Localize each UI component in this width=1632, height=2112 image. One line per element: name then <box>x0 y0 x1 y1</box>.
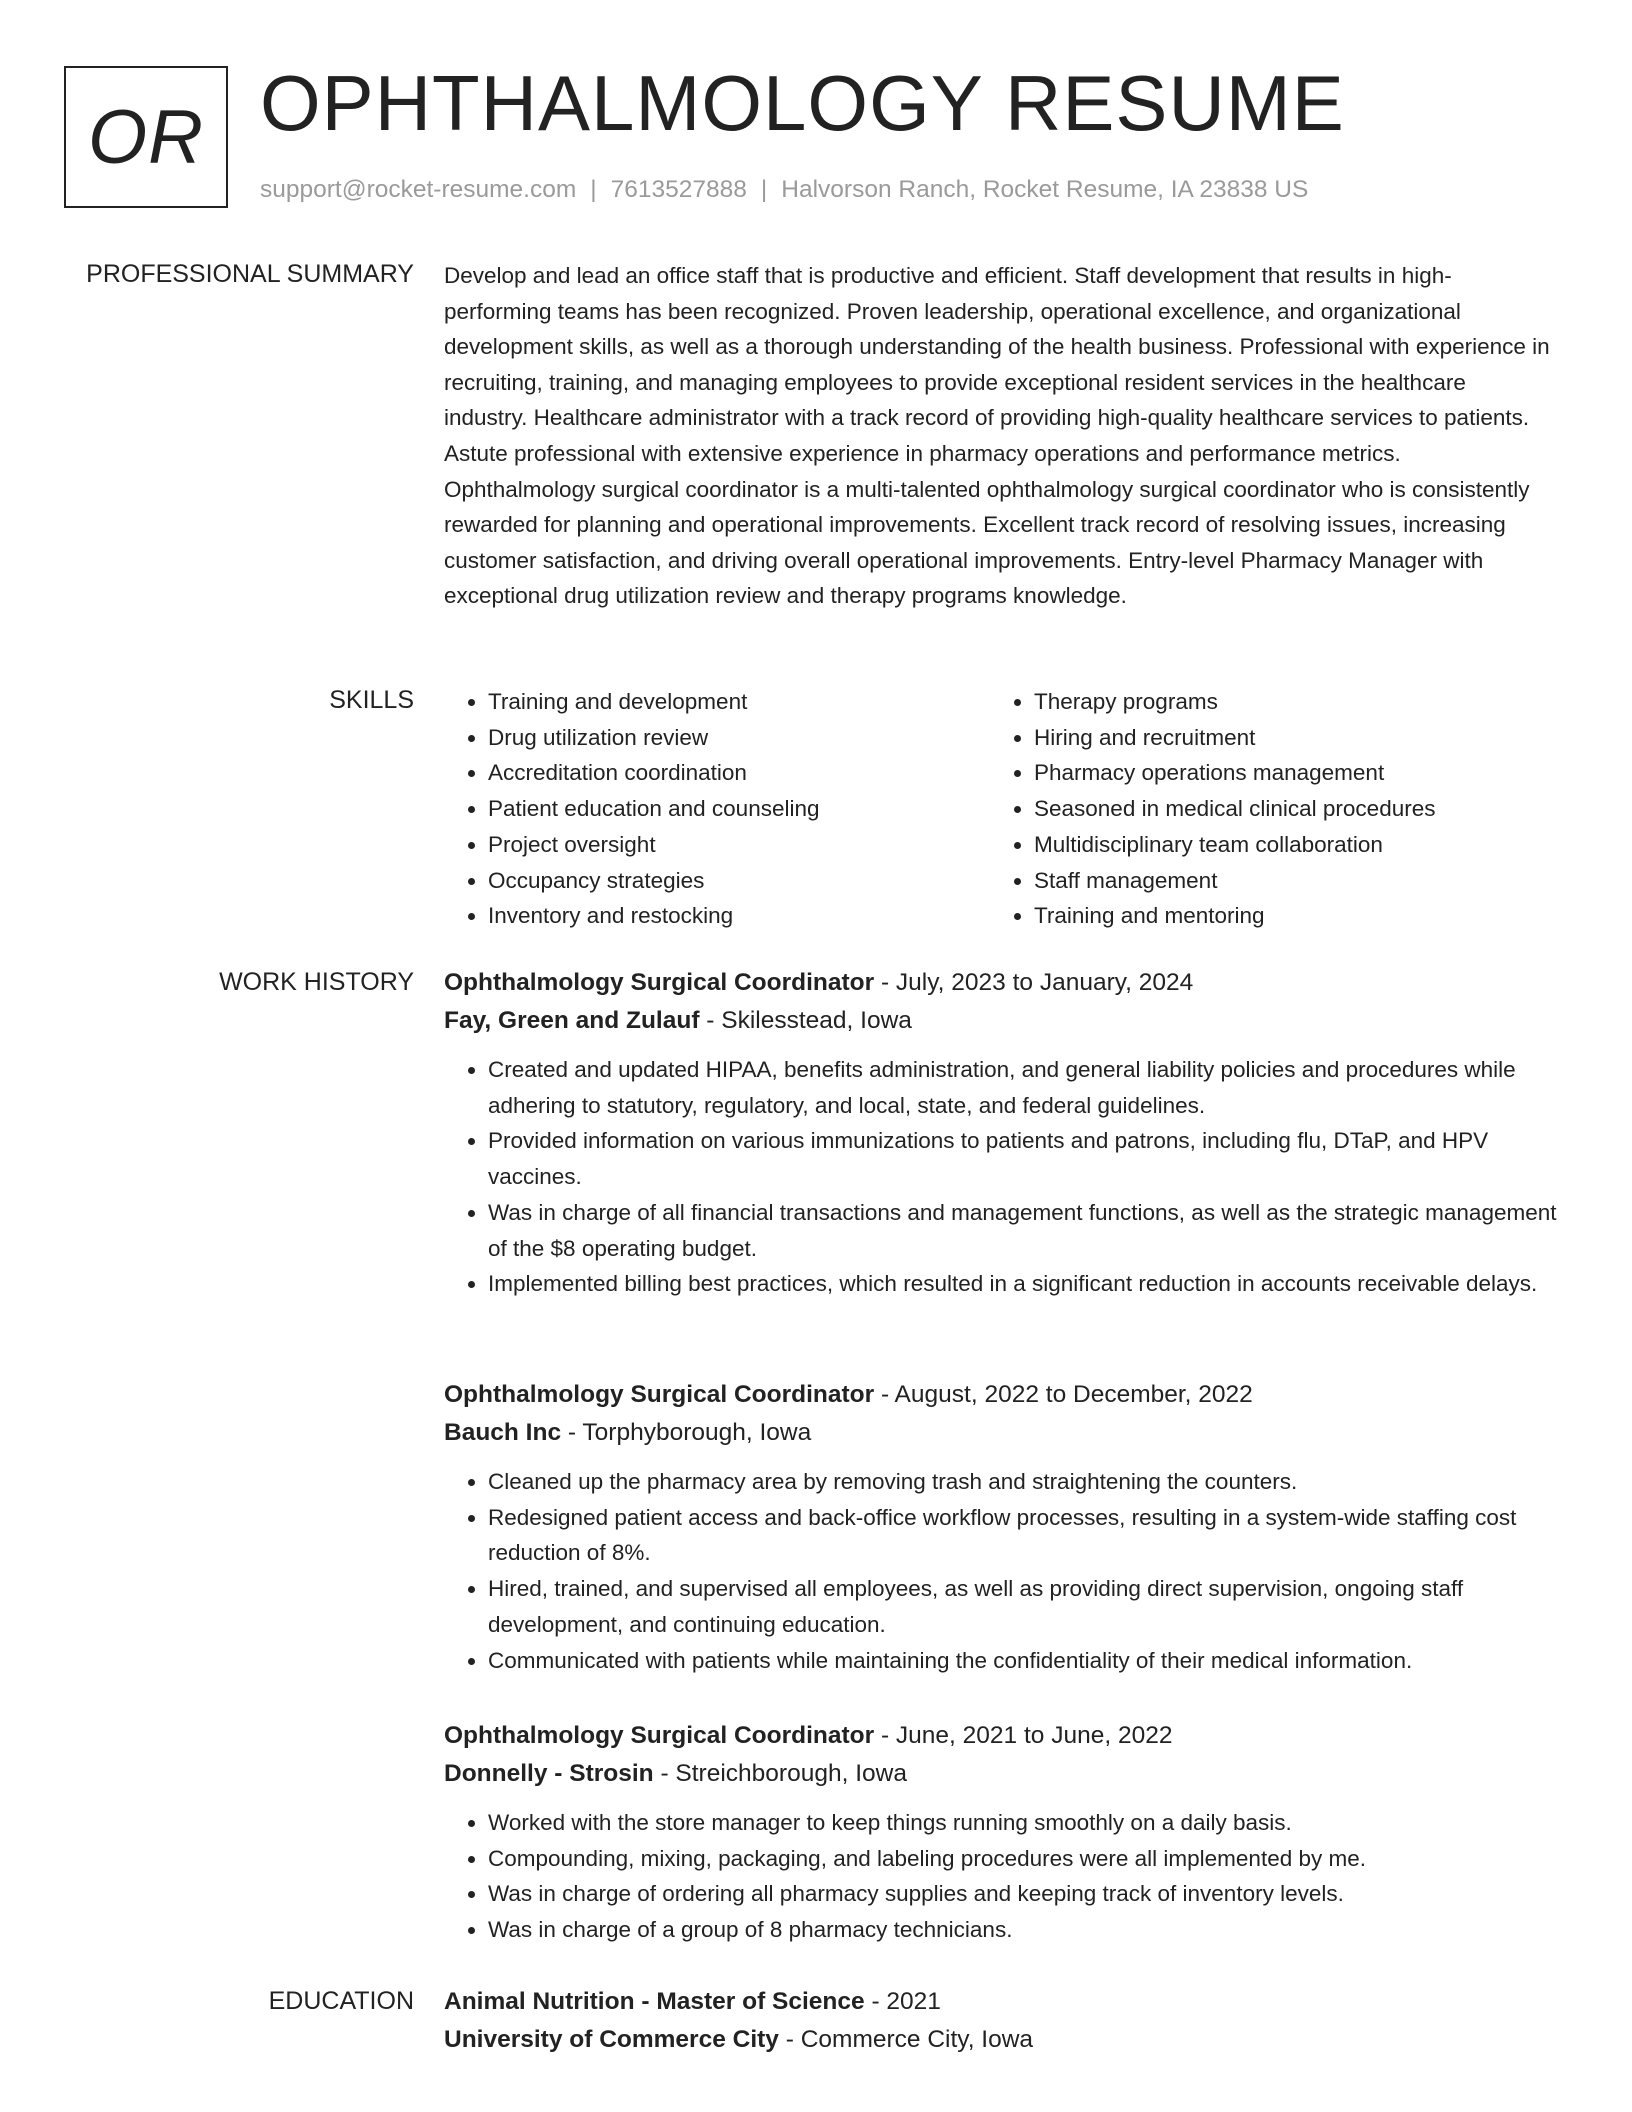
job-bullet: • Worked with the store manager to keep things running smoothly on a daily basis. <box>488 1805 1558 1841</box>
skill-item: • Pharmacy operations management <box>1034 755 1534 791</box>
skill-item: • Project oversight <box>488 827 990 863</box>
job-bullets <box>444 1805 1558 1948</box>
school-location: - Commerce City, Iowa <box>778 2026 1034 2053</box>
school-line <box>444 2021 1564 2059</box>
skill-item: • Drug utilization review <box>488 720 990 756</box>
contact-separator: | <box>760 176 768 203</box>
skills-grid <box>444 684 1564 934</box>
job-entry-3 <box>0 1717 1632 1948</box>
job-bullets <box>444 1052 1558 1302</box>
section-label-summary: PROFESSIONAL SUMMARY <box>86 260 414 288</box>
section-label-education: EDUCATION <box>268 1987 414 2015</box>
skill-item: • Multidisciplinary team collaboration <box>1034 827 1534 863</box>
skill-item: • Training and development <box>488 684 990 720</box>
contact-address: Halvorson Ranch, Rocket Resume, IA 23838 US <box>781 176 1309 203</box>
job-location: - Torphyborough, Iowa <box>561 1419 812 1446</box>
job-title: Ophthalmology Surgical Coordinator <box>444 1381 875 1408</box>
contact-email[interactable]: support@rocket-resume.com <box>260 176 577 203</box>
monogram-initials: OR <box>88 94 204 180</box>
contact-separator: | <box>590 176 597 203</box>
job-entry-1 <box>0 964 1632 1302</box>
job-company-line <box>444 1414 1564 1452</box>
job-title-line <box>444 964 1564 1002</box>
skill-item: • Inventory and restocking <box>488 898 990 934</box>
job-bullet: • Provided information on various immunizations to patients and patrons, including flu, DTaP, and HPV vaccines. <box>488 1123 1558 1194</box>
job-bullet: • Cleaned up the pharmacy area by removing trash and straightening the counters. <box>488 1464 1558 1500</box>
job-title: Ophthalmology Surgical Coordinator <box>444 1722 875 1749</box>
job-bullet: • Was in charge of ordering all pharmacy supplies and keeping track of inventory levels. <box>488 1876 1558 1912</box>
job-bullet: • Implemented billing best practices, which resulted in a significant reduction in accounts receivable delays. <box>488 1266 1558 1302</box>
skills-list-right <box>990 684 1534 934</box>
skill-item: • Hiring and recruitment <box>1034 720 1534 756</box>
degree: Animal Nutrition - Master of Science <box>444 1988 865 2015</box>
job-title: Ophthalmology Surgical Coordinator <box>444 969 875 996</box>
job-company-line <box>444 1755 1564 1793</box>
job-bullet: • Compounding, mixing, packaging, and labeling procedures were all implemented by me. <box>488 1841 1558 1877</box>
job-entry <box>444 964 1564 1302</box>
summary-text: Develop and lead an office staff that is productive and efficient. Staff development that results in high-performing teams has been recognized. Proven leadership, operational excellence, and organizational development skills, as well as a thorough understanding of the health business. Professional with experience in recruiting, training, and managing employees to provide exceptional resident services in the healthcare industry. Healthcare administrator with a track record of providing high-quality healthcare services to patients. Astute professional with extensive experience in pharmacy operations and performance metrics. Ophthalmology surgical coordinator is a multi-talented ophthalmology surgical coordinator who is consistently rewarded for planning and operational improvements. Excellent track record of resolving issues, increasing customer satisfaction, and driving overall operational improvements. Entry-level Pharmacy Manager with exceptional drug utilization review and therapy programs knowledge. <box>444 263 1550 609</box>
job-company: Donnelly - Strosin <box>444 1760 654 1787</box>
skill-item: • Patient education and counseling <box>488 791 990 827</box>
contact-phone[interactable]: 7613527888 <box>610 176 747 203</box>
job-location: - Skilesstead, Iowa <box>699 1007 912 1034</box>
school: University of Commerce City <box>444 2026 779 2053</box>
skill-item: • Therapy programs <box>1034 684 1534 720</box>
job-dates: - August, 2022 to December, 2022 <box>874 1381 1253 1408</box>
job-title-line <box>444 1376 1564 1414</box>
education-body <box>444 1983 1564 2059</box>
job-bullet: • Was in charge of all financial transactions and management functions, as well as the strategic management of the $8 operating budget. <box>488 1195 1558 1266</box>
graduation-year: - 2021 <box>864 1988 941 2015</box>
job-bullet: • Was in charge of a group of 8 pharmacy technicians. <box>488 1912 1558 1948</box>
job-bullet: • Hired, trained, and supervised all employees, as well as providing direct supervision, ongoing staff development, and continuing education. <box>488 1571 1558 1642</box>
degree-line <box>444 1983 1564 2021</box>
job-company-line <box>444 1002 1564 1040</box>
job-company: Bauch Inc <box>444 1419 562 1446</box>
skills-list-left <box>444 684 990 934</box>
resume-title: OPHTHALMOLOGY RESUME <box>260 59 1345 147</box>
section-label-skills: SKILLS <box>329 686 414 714</box>
job-bullets <box>444 1464 1558 1678</box>
job-entry-2 <box>0 1376 1632 1678</box>
job-entry <box>444 1376 1564 1678</box>
skill-item: • Seasoned in medical clinical procedures <box>1034 791 1534 827</box>
skills-body <box>444 684 1564 934</box>
job-dates: - June, 2021 to June, 2022 <box>874 1722 1173 1749</box>
job-dates: - July, 2023 to January, 2024 <box>874 969 1194 996</box>
monogram-box <box>64 66 228 208</box>
section-label-work-history: WORK HISTORY <box>219 968 414 996</box>
skill-item: • Staff management <box>1034 863 1534 899</box>
contact-line <box>260 173 1308 207</box>
job-bullet: • Redesigned patient access and back-office workflow processes, resulting in a system-wide staffing cost reduction of 8%. <box>488 1500 1558 1571</box>
skill-item: • Training and mentoring <box>1034 898 1534 934</box>
skill-item: • Occupancy strategies <box>488 863 990 899</box>
job-bullet: • Communicated with patients while maintaining the confidentiality of their medical information. <box>488 1643 1558 1679</box>
job-location: - Streichborough, Iowa <box>653 1760 907 1787</box>
skill-item: • Accreditation coordination <box>488 755 990 791</box>
job-bullet: • Created and updated HIPAA, benefits administration, and general liability policies and procedures while adhering to statutory, regulatory, and local, state, and federal guidelines. <box>488 1052 1558 1123</box>
job-entry <box>444 1717 1564 1948</box>
job-company: Fay, Green and Zulauf <box>444 1007 700 1034</box>
summary-body <box>444 258 1564 614</box>
job-title-line <box>444 1717 1564 1755</box>
